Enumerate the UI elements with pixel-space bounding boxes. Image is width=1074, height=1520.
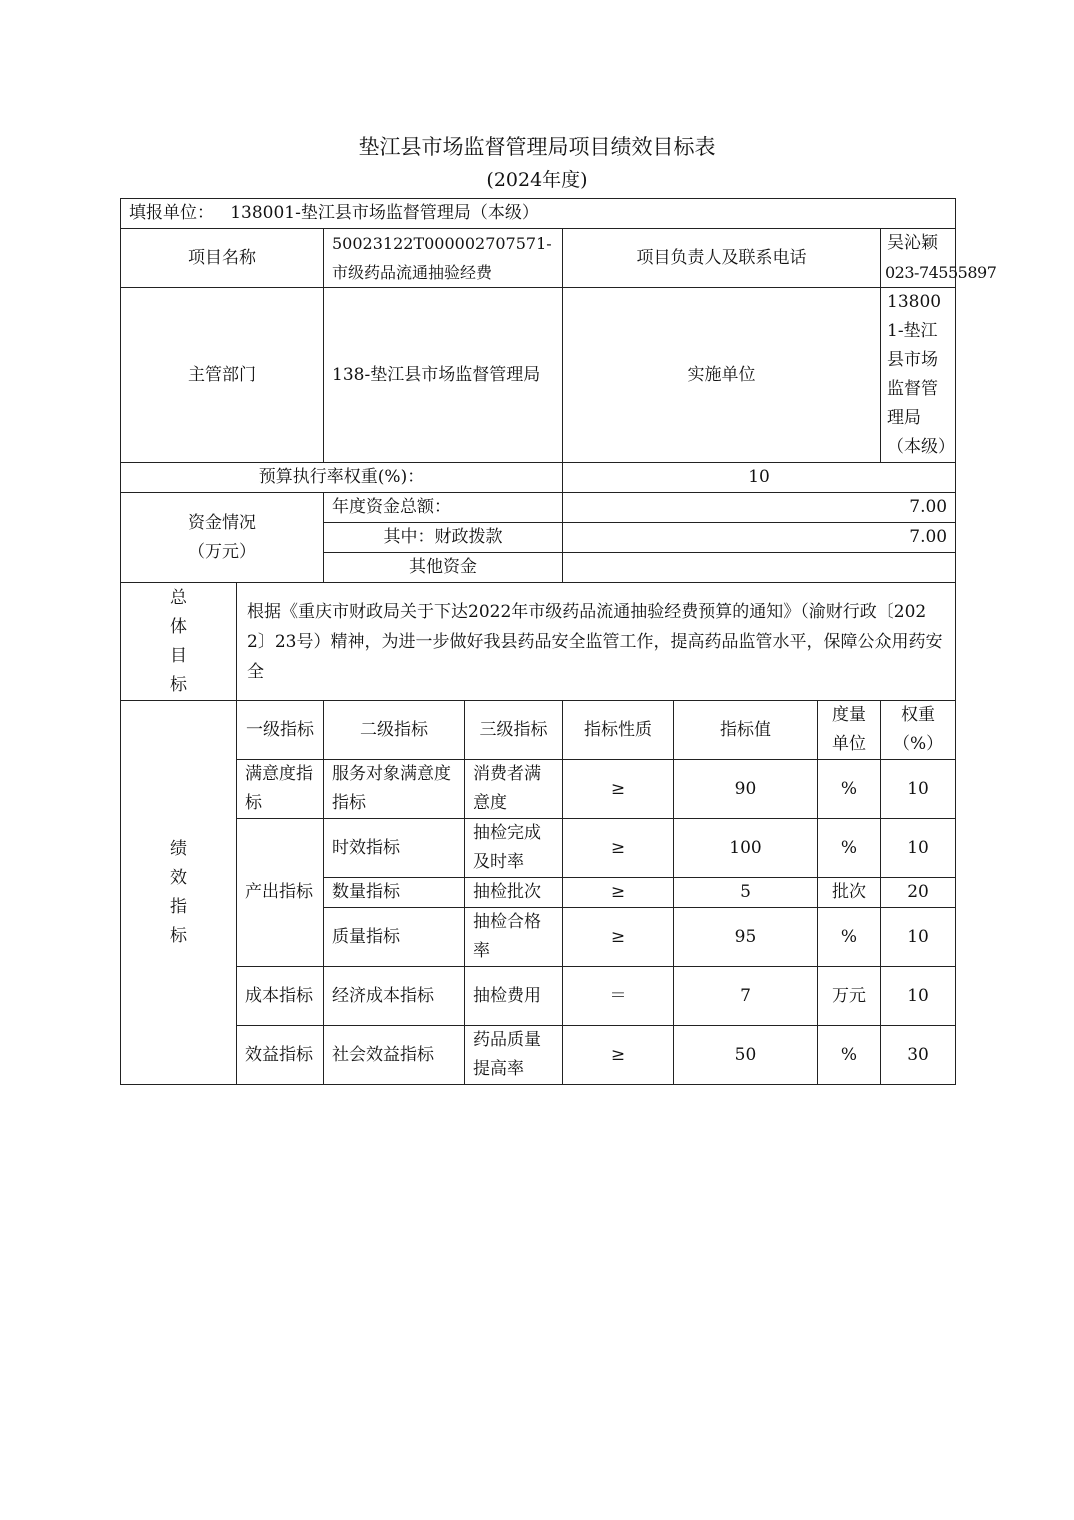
indicators-label [121,701,237,1085]
row-l2: 经济成本指标 [324,967,465,1026]
row-unit: % [818,760,881,819]
header-unit: 度量单位 [818,701,881,760]
row-nature: ≥ [563,760,674,819]
row-unit: 万元 [818,967,881,1026]
goal-label-char: 目 [170,645,187,666]
indicators-label-char: 效 [170,867,187,888]
goal-label [121,583,237,701]
row-nature: ≥ [563,819,674,878]
header-value: 指标值 [674,701,818,760]
row-unit: 批次 [818,878,881,908]
header-l2: 二级指标 [324,701,465,760]
budget-weight-label: 预算执行率权重(%)： [121,463,563,493]
funds-total-label: 年度资金总额： [324,493,563,523]
performance-table [120,198,997,1085]
row-weight: 10 [881,908,956,967]
funds-fiscal-value: 7.00 [563,523,956,553]
project-name-value: 50023122T000002707571-市级药品流通抽验经费 [324,229,563,288]
table-row [121,760,956,819]
budget-weight-value: 10 [563,463,956,493]
indicators-label-char: 绩 [170,838,187,859]
goal-label-char: 标 [170,674,187,695]
dept-value: 138-垫江县市场监督管理局 [324,288,563,463]
goal-label-char: 总 [170,587,187,608]
indicators-label-char: 标 [170,925,187,946]
funds-total-value: 7.00 [563,493,956,523]
row-value: 90 [674,760,818,819]
row-nature: ≥ [563,1026,674,1085]
row-l3: 消费者满意度 [465,760,563,819]
row-l3: 抽检合格率 [465,908,563,967]
row-l2: 社会效益指标 [324,1026,465,1085]
table-row [121,819,956,878]
row-unit: % [818,1026,881,1085]
funds-other-value [563,553,956,583]
funds-other-label: 其他资金 [324,553,563,583]
row-nature: ≥ [563,908,674,967]
row-nature: ≥ [563,878,674,908]
indicators-label-char: 指 [170,896,187,917]
row-value: 7 [674,967,818,1026]
contact-label: 项目负责人及联系电话 [563,229,881,288]
funds-fiscal-label: 其中：财政拨款 [324,523,563,553]
funds-label [121,493,324,583]
funds-label-line1: 资金情况 [188,512,256,533]
row-l2: 服务对象满意度指标 [324,760,465,819]
row-weight: 20 [881,878,956,908]
row-unit: % [818,908,881,967]
row-l3: 药品质量提高率 [465,1026,563,1085]
row-l3: 抽检批次 [465,878,563,908]
contact-cell [881,229,997,288]
row-l3: 抽检完成及时率 [465,819,563,878]
row-weight: 10 [881,819,956,878]
header-nature: 指标性质 [563,701,674,760]
impl-label: 实施单位 [563,288,881,463]
project-name-label: 项目名称 [121,229,324,288]
header-l1: 一级指标 [237,701,324,760]
row-l1: 成本指标 [237,967,324,1026]
row-value: 50 [674,1026,818,1085]
contact-phone: 023-74555897 [885,263,997,282]
goal-text: 根据《重庆市财政局关于下达2022年市级药品流通抽验经费预算的通知》（渝财行政〔2022〕23号）精神，为进一步做好我县药品安全监管工作，提高药品监管水平，保障公众用药安全 [237,583,956,701]
header-l3: 三级指标 [465,701,563,760]
fill-unit-cell [121,199,956,229]
row-value: 95 [674,908,818,967]
table-row [121,967,956,1026]
row-value: 100 [674,819,818,878]
table-row [121,1026,956,1085]
fill-unit-label: 填报单位： [129,203,214,223]
dept-label: 主管部门 [121,288,324,463]
header-weight: 权重（%） [881,701,956,760]
goal-label-char: 体 [170,616,187,637]
row-weight: 10 [881,967,956,1026]
row-l2: 质量指标 [324,908,465,967]
row-l1: 满意度指标 [237,760,324,819]
row-l2: 时效指标 [324,819,465,878]
row-l2: 数量指标 [324,878,465,908]
row-unit: % [818,819,881,878]
page-title: 垫江县市场监督管理局项目绩效目标表 [358,135,716,159]
row-l3: 抽检费用 [465,967,563,1026]
row-value: 5 [674,878,818,908]
row-nature: ＝ [563,967,674,1026]
row-weight: 30 [881,1026,956,1085]
row-weight: 10 [881,760,956,819]
impl-value: 138001-垫江县市场监督管理局（本级） [881,288,956,463]
fill-unit-value: 138001-垫江县市场监督管理局（本级） [230,203,539,223]
row-l1: 效益指标 [237,1026,324,1085]
row-l1: 产出指标 [237,819,324,967]
page-subtitle: (2024年度) [486,169,588,191]
contact-name: 吴沁颖 [887,233,938,253]
funds-label-line2: （万元） [188,541,256,562]
